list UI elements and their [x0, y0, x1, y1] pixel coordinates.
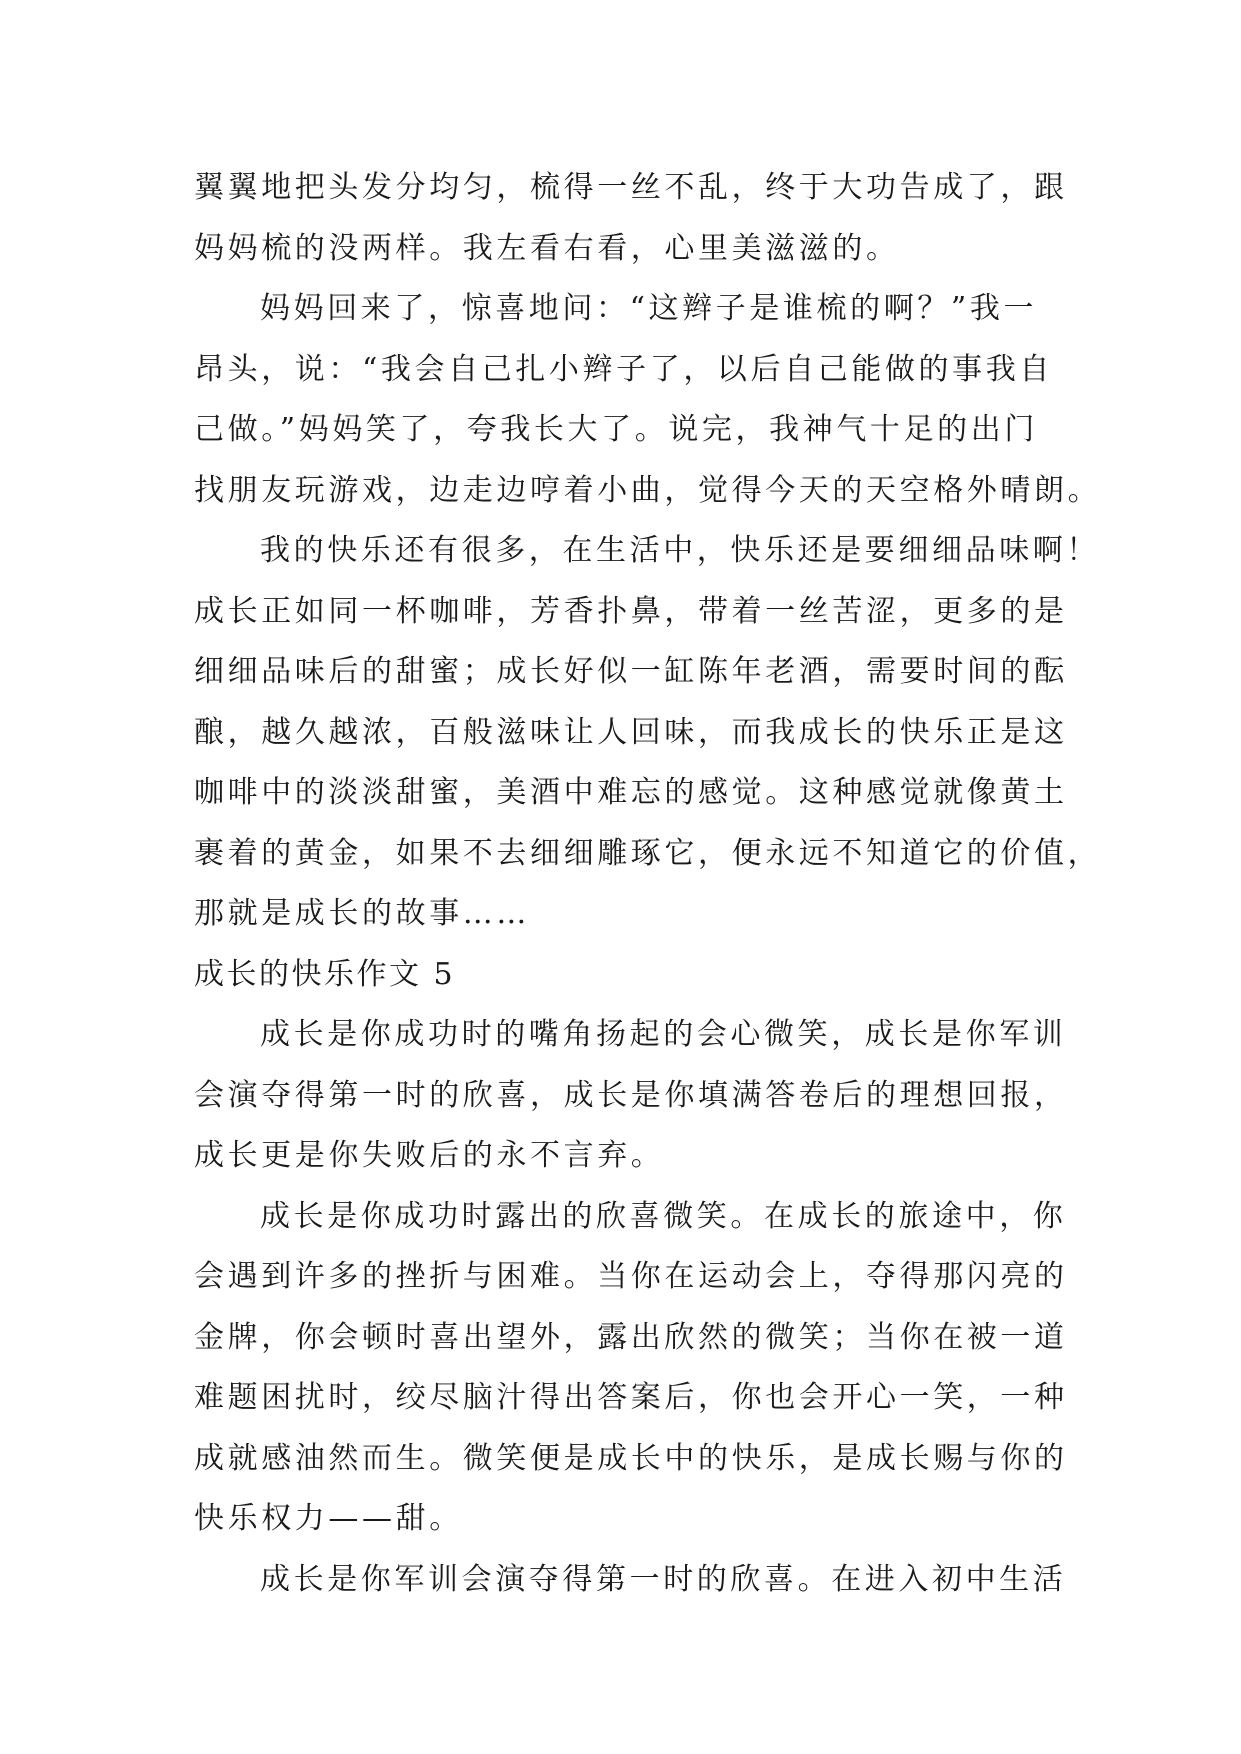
text-line: 己做。”妈妈笑了，夸我长大了。说完，我神气十足的出门	[194, 412, 1038, 447]
paragraph-start: 成长是你军训会演夺得第一时的欣喜。在进入初中生活	[260, 1561, 1067, 1597]
text-line: 快乐权力——甜。	[194, 1501, 463, 1536]
text-line: 咖啡中的淡淡甜蜜，美酒中难忘的感觉。这种感觉就像黄土	[194, 775, 1068, 810]
text-line: 裹着的黄金，如果不去细细雕琢它，便永远不知道它的价值，	[194, 835, 1102, 871]
text-line: 细细品味后的甜蜜；成长好似一缸陈年老酒，需要时间的酝	[194, 654, 1068, 689]
text-line: 找朋友玩游戏，边走边哼着小曲，觉得今天的天空格外晴朗。	[194, 472, 1102, 508]
text-line: 那就是成长的故事……	[194, 896, 530, 931]
section-heading: 成长的快乐作文 5	[194, 956, 456, 992]
text-line: 难题困扰时，绞尽脑汁得出答案后，你也会开心一笑，一种	[194, 1380, 1068, 1415]
text-line: 金牌，你会顿时喜出望外，露出欣然的微笑；当你在被一道	[194, 1319, 1068, 1355]
text-line: 成长正如同一杯咖啡，芳香扑鼻，带着一丝苦涩，更多的是	[194, 593, 1068, 629]
text-line: 会遇到许多的挫折与困难。当你在运动会上，夺得那闪亮的	[194, 1259, 1068, 1294]
text-line: 会演夺得第一时的欣喜，成长是你填满答卷后的理想回报，	[194, 1077, 1068, 1113]
document-body	[194, 158, 1102, 1610]
text-line: 昂头，说：“我会自己扎小辫子了，以后自己能做的事我自	[194, 351, 1053, 387]
text-line: 酿，越久越浓，百般滋味让人回味，而我成长的快乐正是这	[194, 714, 1068, 750]
text-line: 成就感油然而生。微笑便是成长中的快乐，是成长赐与你的	[194, 1440, 1068, 1476]
paragraph-start: 成长是你成功时露出的欣喜微笑。在成长的旅途中，你	[260, 1198, 1067, 1234]
text-line: 翼翼地把头发分均匀，梳得一丝不乱，终于大功告成了，跟	[194, 170, 1068, 205]
paragraph-start: 我的快乐还有很多，在生活中，快乐还是要细细品味啊！	[260, 533, 1100, 568]
text-line: 成长更是你失败后的永不言弃。	[194, 1138, 665, 1173]
text-line: 妈妈梳的没两样。我左看右看，心里美滋滋的。	[194, 230, 900, 266]
paragraph-start: 妈妈回来了，惊喜地问：“这辫子是谁梳的啊？”我一	[260, 291, 1038, 326]
paragraph-start: 成长是你成功时的嘴角扬起的会心微笑，成长是你军训	[260, 1017, 1067, 1052]
